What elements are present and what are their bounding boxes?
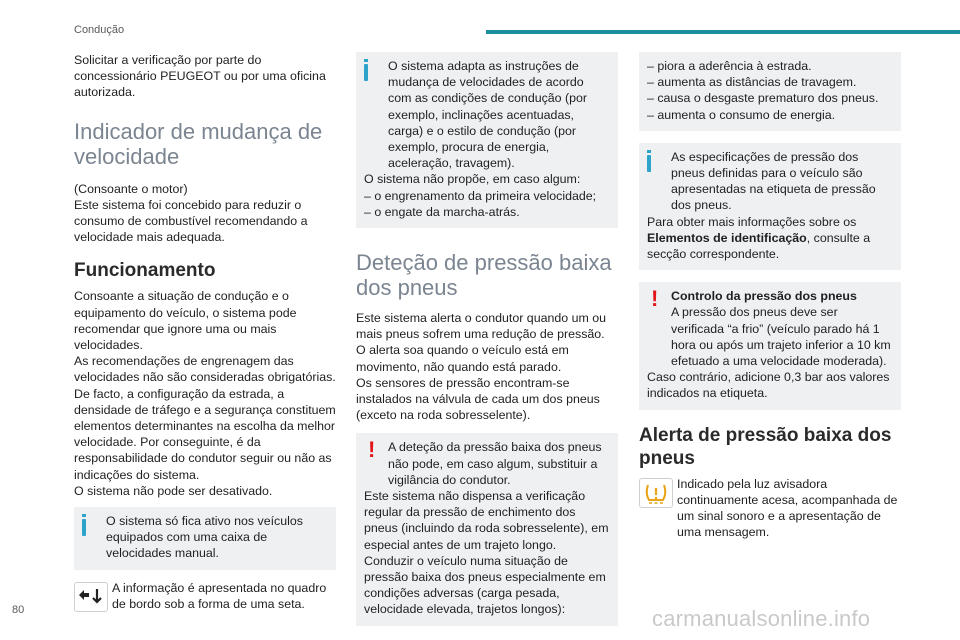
consequence-list-box [639, 52, 901, 131]
heading-gear-indicator: Indicador de mudança de velocidade [74, 118, 323, 169]
column-2 [356, 52, 618, 626]
heading-operation: Funcionamento [74, 260, 216, 282]
info-text: O sistema não propõe, em caso algum: [364, 172, 581, 187]
paragraph: (Consoante o motor) [74, 181, 188, 196]
alert-text: Indicado pela luz avisadora continuamente acesa, acompanhada de um sinal sonoro e a apresentação de uma mensagem. [677, 476, 898, 540]
paragraph: As recomendações de engrenagem das velocidades não são consideradas obrigatórias. De facto, a configuração da estrada, a densidade de tráfego e a segurança constituem elementos determinantes na escolha da melhor velocidade. Por conseguinte, é da responsabilidade do condutor seguir ou não as indicações do sistema. [74, 354, 336, 482]
info-box [74, 507, 336, 570]
warning-box [639, 282, 901, 409]
warning-icon: ! [651, 286, 659, 312]
paragraph: Os sensores de pressão encontram-se instalados na válvula de cada um dos pneus (exceto na roda sobresselente). [356, 375, 600, 423]
warning-icon: ! [368, 437, 376, 463]
symbol-text: A informação é apresentada no quadro de bordo sob a forma de uma seta. [112, 580, 327, 611]
info-text: O sistema adapta as instruções de mudança de velocidades de acordo com as condições de condução (por exemplo, inclinações acentuadas, carga) e o estilo de condução (por exemplo, procura de energia, aceleração, travagem). [388, 59, 588, 171]
page-number: 80 [12, 604, 25, 616]
warning-text: Conduzir o veículo numa situação de pressão baixa dos pneus especialmente em condições adversas (carga pesada, velocidade elevada, trajetos longos): [364, 553, 606, 617]
info-text: Para obter mais informações sobre os Elementos de identificação, consulte a secção correspondente. [647, 214, 871, 262]
list-item: – causa o desgaste prematuro dos pneus. [647, 91, 879, 106]
paragraph: Este sistema alerta o condutor quando um ou mais pneus sofrem uma redução de pressão. [356, 311, 607, 342]
heading-tire-pressure: Deteção de pressão baixa dos pneus [356, 250, 612, 301]
column-3 [639, 52, 901, 540]
info-icon [82, 519, 86, 536]
info-list-item: – o engrenamento da primeira velocidade; [364, 188, 597, 203]
list-item: – aumenta o consumo de energia. [647, 107, 836, 122]
section-title: Condução [74, 24, 125, 36]
paragraph: O alerta soa quando o veículo está em movimento, não quando está parado. [356, 343, 569, 374]
intro-paragraph: Solicitar a verificação por parte do concessionário PEUGEOT ou por uma oficina autorizada. [74, 53, 326, 100]
list-item: – piora a aderência à estrada. [647, 59, 812, 73]
tire-pressure-warning-icon [639, 478, 673, 508]
heading-low-pressure-alert: Alerta de pressão baixa dos pneus [639, 424, 892, 469]
warning-text: Este sistema não dispensa a verificação regular da pressão de enchimento dos pneus (incluindo da roda sobresselente), em especial antes de um trajeto longo. [364, 489, 609, 552]
column-1 [74, 52, 336, 612]
paragraph: Consoante a situação de condução e o equipamento do veículo, o sistema pode recomendar que ignore uma ou mais velocidades. [74, 289, 297, 353]
list-item: – aumenta as distâncias de travagem. [647, 75, 857, 90]
info-list-item: – o engate da marcha-atrás. [364, 204, 520, 219]
info-box [356, 52, 618, 228]
paragraph: Este sistema foi concebido para reduzir o consumo de combustível recomendando a velocidade mais adequada. [74, 197, 308, 245]
warning-text: A deteção da pressão baixa dos pneus não pode, em caso algum, substituir a vigilância do condutor. [388, 440, 602, 487]
watermark: carmanualsonline.info [652, 606, 871, 631]
alert-note [639, 476, 901, 541]
link-identification-elements: Elementos de identificação [647, 230, 807, 245]
symbol-note [74, 580, 336, 612]
header-accent-bar [486, 30, 960, 34]
info-icon [647, 155, 651, 172]
warning-box [356, 433, 618, 625]
warning-text: A pressão dos pneus deve ser verificada “a frio” (veículo parado há 1 hora ou após um trajeto inferior a 10 km efetuado a uma velocidade moderada). [671, 305, 891, 369]
warning-title: Controlo da pressão dos pneus [671, 289, 857, 304]
info-text: As especificações de pressão dos pneus definidas para o veículo são apresentadas na etiqueta de pressão dos pneus. [671, 149, 876, 213]
gear-shift-arrow-icon [74, 582, 108, 612]
info-text: O sistema só fica ativo nos veículos equipados com uma caixa de velocidades manual. [106, 514, 303, 561]
info-icon [364, 64, 368, 81]
info-box [639, 143, 901, 270]
paragraph: O sistema não pode ser desativado. [74, 483, 273, 498]
warning-text: Caso contrário, adicione 0,3 bar aos valores indicados na etiqueta. [647, 370, 890, 401]
